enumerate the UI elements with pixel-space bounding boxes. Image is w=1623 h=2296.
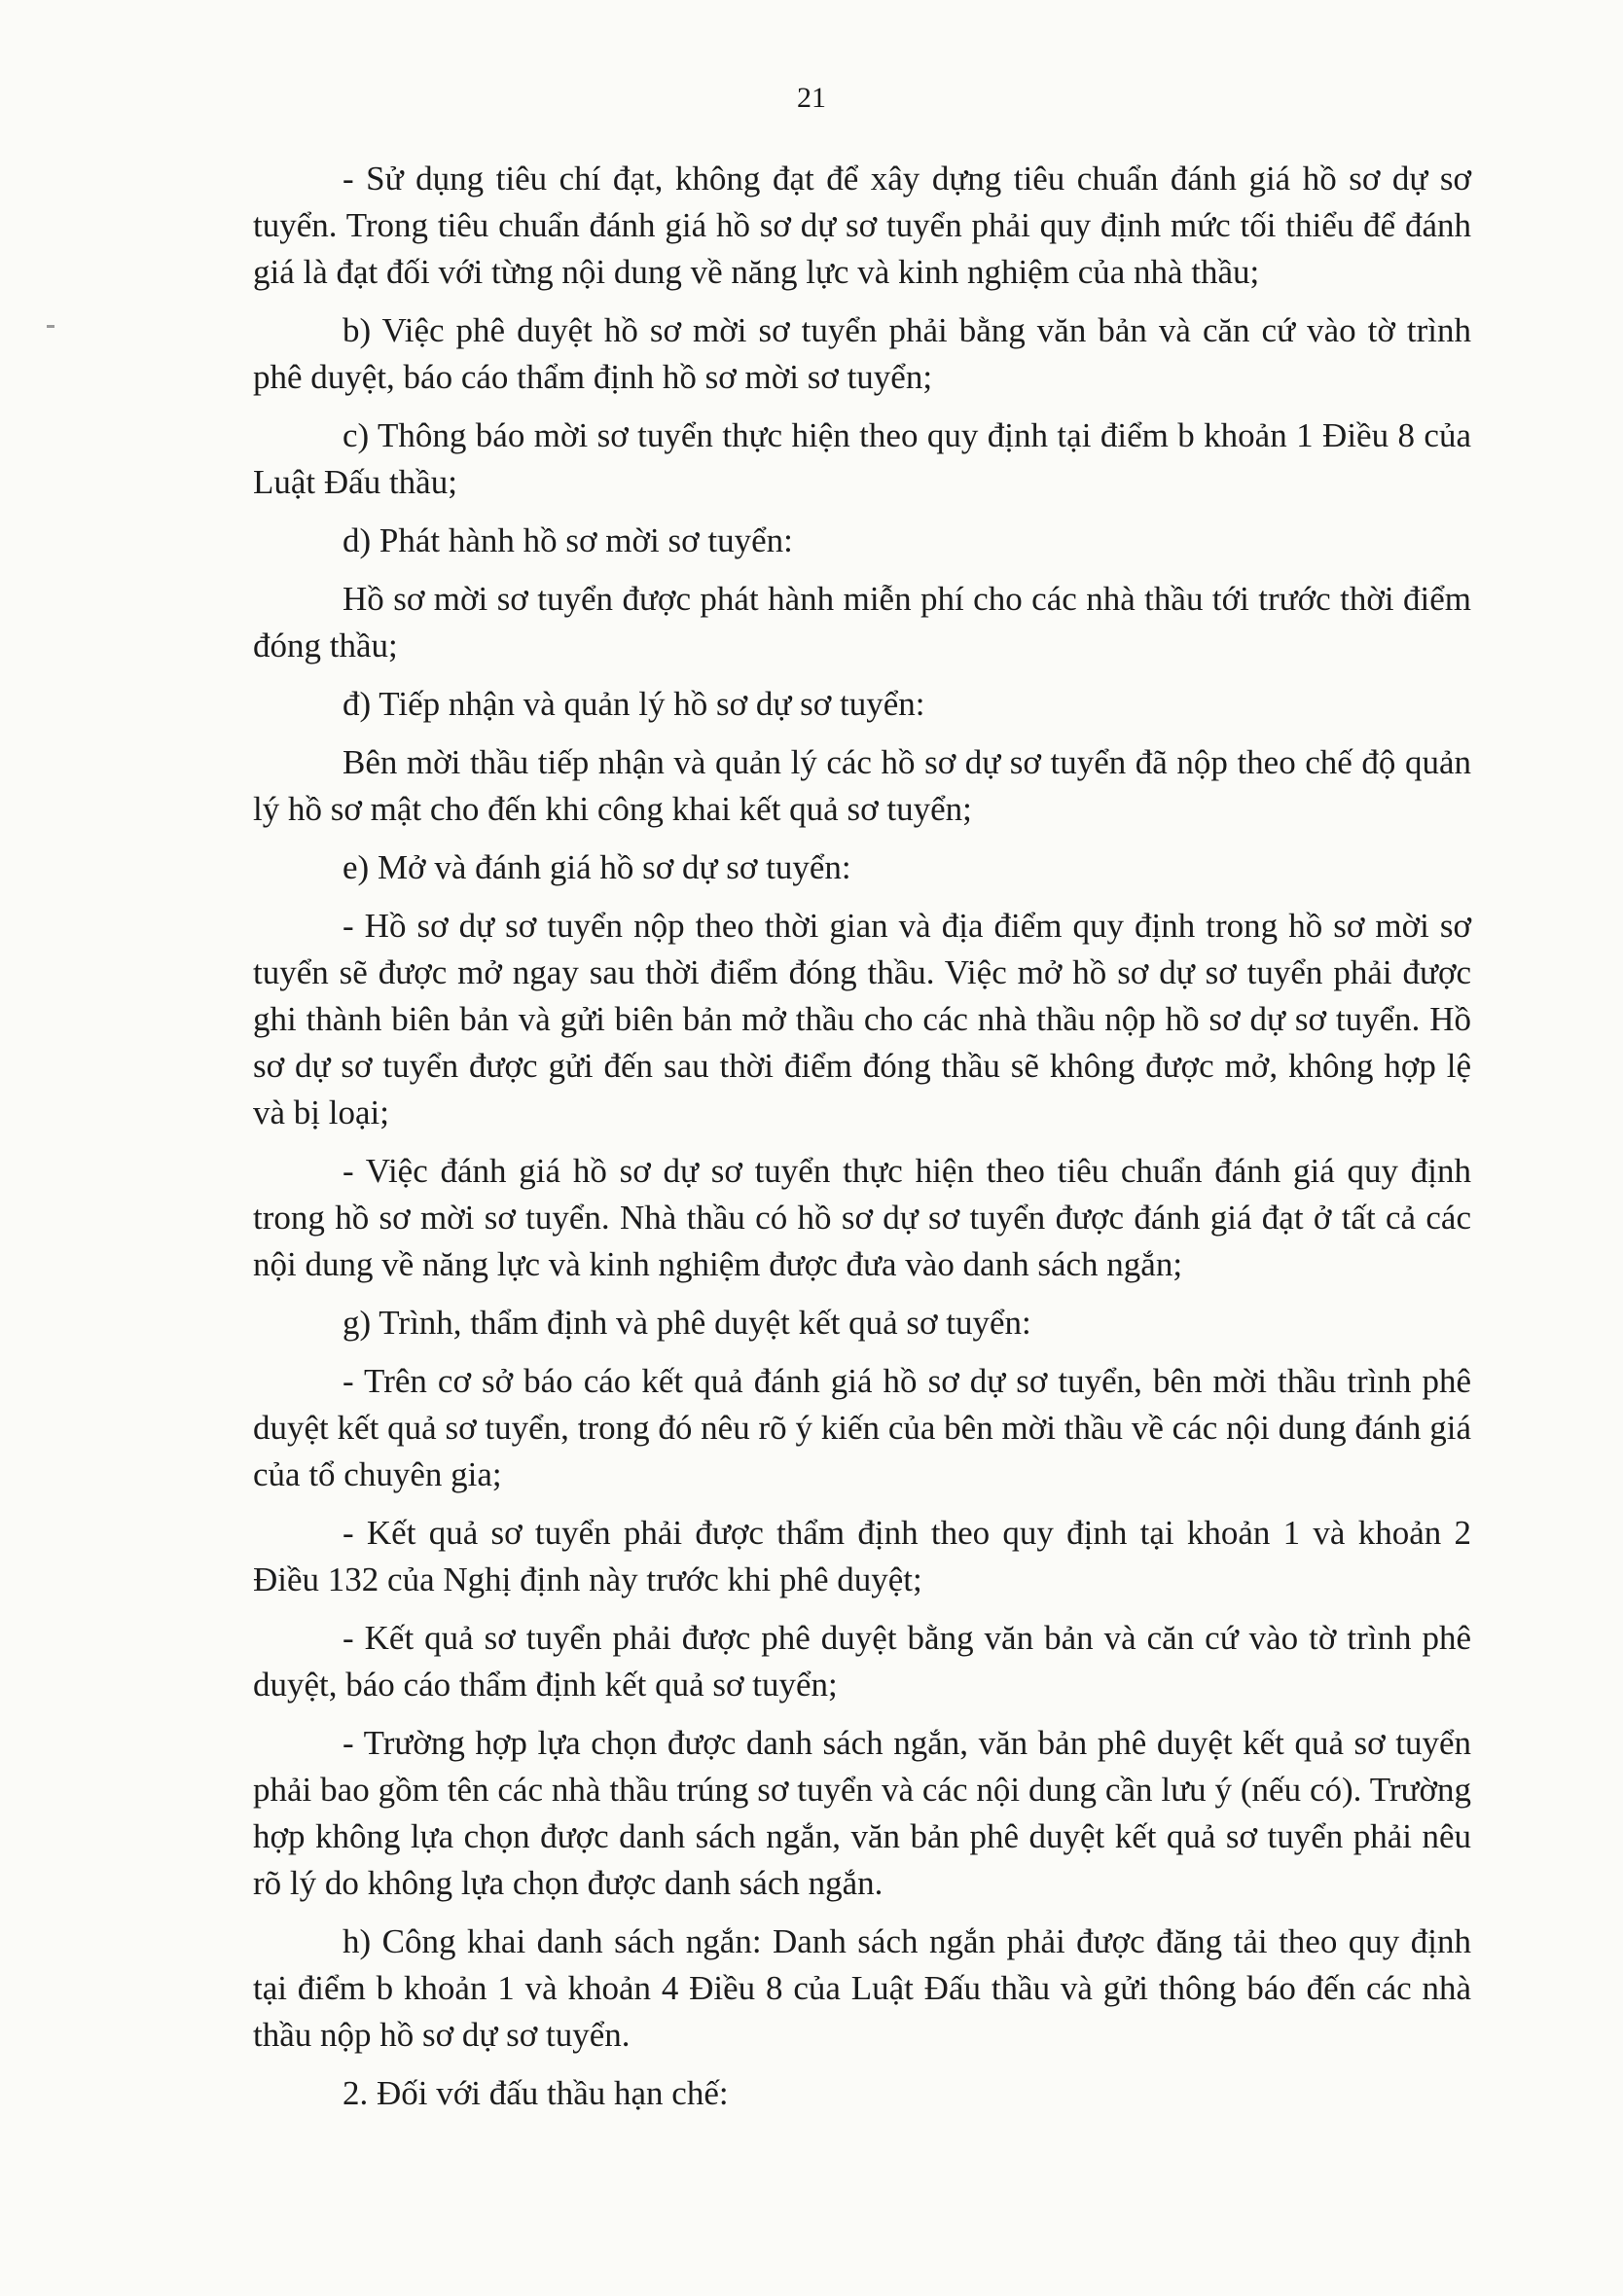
- paragraph: - Trường hợp lựa chọn được danh sách ngắn, văn bản phê duyệt kết quả sơ tuyển phải bao gồm tên các nhà thầu trúng sơ tuyển và các nội dung cần lưu ý (nếu có). Trường hợp không lựa chọn được danh sách ngắn, văn bản phê duyệt kết quả sơ tuyển phải nêu rõ lý do không lựa chọn được danh sách ngắn.: [253, 1724, 1471, 1902]
- paragraph: - Sử dụng tiêu chí đạt, không đạt để xây dựng tiêu chuẩn đánh giá hồ sơ dự sơ tuyển. Trong tiêu chuẩn đánh giá hồ sơ dự sơ tuyển phải quy định mức tối thiểu để đánh giá là đạt đối với từng nội dung về năng lực và kinh nghiệm của nhà thầu;: [253, 160, 1471, 291]
- paragraph: h) Công khai danh sách ngắn: Danh sách ngắn phải được đăng tải theo quy định tại điểm b khoản 1 và khoản 4 Điều 8 của Luật Đấu thầu và gửi thông báo đến các nhà thầu nộp hồ sơ dự sơ tuyển.: [253, 1922, 1471, 2054]
- paragraph: - Trên cơ sở báo cáo kết quả đánh giá hồ sơ dự sơ tuyển, bên mời thầu trình phê duyệt kết quả sơ tuyển, trong đó nêu rõ ý kiến của bên mời thầu về các nội dung đánh giá của tổ chuyên gia;: [253, 1362, 1471, 1493]
- page-number: 21: [797, 82, 826, 114]
- paragraph: - Hồ sơ dự sơ tuyển nộp theo thời gian và địa điểm quy định trong hồ sơ mời sơ tuyển sẽ được mở ngay sau thời điểm đóng thầu. Việc mở hồ sơ dự sơ tuyển phải được ghi thành biên bản và gửi biên bản mở thầu cho các nhà thầu nộp hồ sơ dự sơ tuyển. Hồ sơ dự sơ tuyển được gửi đến sau thời điểm đóng thầu sẽ không được mở, không hợp lệ và bị loại;: [253, 907, 1471, 1131]
- paragraph: b) Việc phê duyệt hồ sơ mời sơ tuyển phải bằng văn bản và căn cứ vào tờ trình phê duyệt, báo cáo thẩm định hồ sơ mời sơ tuyển;: [253, 311, 1471, 396]
- paragraph: c) Thông báo mời sơ tuyển thực hiện theo quy định tại điểm b khoản 1 Điều 8 của Luật Đấu thầu;: [253, 416, 1471, 501]
- paragraph: - Kết quả sơ tuyển phải được thẩm định theo quy định tại khoản 1 và khoản 2 Điều 132 của Nghị định này trước khi phê duyệt;: [253, 1514, 1471, 1598]
- paragraph: g) Trình, thẩm định và phê duyệt kết quả sơ tuyển:: [343, 1304, 1031, 1342]
- paragraph: 2. Đối với đấu thầu hạn chế:: [343, 2074, 729, 2112]
- margin-mark: [47, 325, 54, 328]
- paragraph: d) Phát hành hồ sơ mời sơ tuyển:: [343, 521, 793, 559]
- document-body: [253, 156, 1471, 2129]
- paragraph: - Kết quả sơ tuyển phải được phê duyệt bằng văn bản và căn cứ vào tờ trình phê duyệt, báo cáo thẩm định kết quả sơ tuyển;: [253, 1619, 1471, 1704]
- paragraph: đ) Tiếp nhận và quản lý hồ sơ dự sơ tuyển:: [343, 685, 925, 723]
- paragraph: Bên mời thầu tiếp nhận và quản lý các hồ sơ dự sơ tuyển đã nộp theo chế độ quản lý hồ sơ mật cho đến khi công khai kết quả sơ tuyển;: [253, 743, 1471, 828]
- paragraph: e) Mở và đánh giá hồ sơ dự sơ tuyển:: [343, 848, 851, 886]
- paragraph: - Việc đánh giá hồ sơ dự sơ tuyển thực hiện theo tiêu chuẩn đánh giá quy định trong hồ sơ mời sơ tuyển. Nhà thầu có hồ sơ dự sơ tuyển được đánh giá đạt ở tất cả các nội dung về năng lực và kinh nghiệm được đưa vào danh sách ngắn;: [253, 1152, 1471, 1283]
- paragraph: Hồ sơ mời sơ tuyển được phát hành miễn phí cho các nhà thầu tới trước thời điểm đóng thầu;: [253, 580, 1471, 664]
